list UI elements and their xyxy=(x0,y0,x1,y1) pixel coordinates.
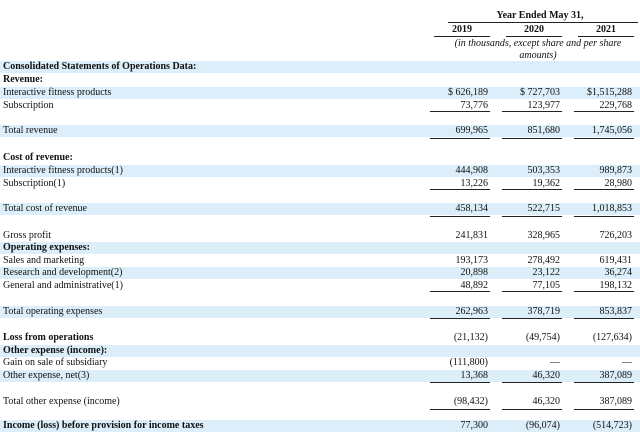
row-value-2020: 851,680 xyxy=(527,125,560,136)
row-label: Revenue: xyxy=(3,74,43,85)
row-label: Subscription(1) xyxy=(3,178,66,189)
row-value-2020: 328,965 xyxy=(527,230,560,241)
total-rule xyxy=(502,216,562,217)
year-rule-2019 xyxy=(434,36,490,37)
year-2019: 2019 xyxy=(452,24,472,35)
row-value-2019: (98,432) xyxy=(453,396,488,407)
row-value-2021: 387,089 xyxy=(599,370,632,381)
row-value-2021: (127,634) xyxy=(592,332,632,343)
table-row xyxy=(0,306,640,318)
row-value-2019: 13,368 xyxy=(460,370,488,381)
row-value-2019: 77,300 xyxy=(460,420,488,431)
row-value-2019: 48,892 xyxy=(460,280,488,291)
total-rule xyxy=(574,138,634,139)
row-value-2020: (96,074) xyxy=(525,420,560,431)
row-value-2020: — xyxy=(550,357,560,368)
row-value-2021: 229,768 xyxy=(599,100,632,111)
table-row xyxy=(0,87,640,99)
row-value-2020: (49,754) xyxy=(525,332,560,343)
row-value-2019: 241,831 xyxy=(455,230,488,241)
row-label: Research and development(2) xyxy=(3,267,123,278)
row-value-2021: (514,723) xyxy=(592,420,632,431)
row-value-2020: 46,320 xyxy=(532,370,560,381)
table-row xyxy=(0,242,640,254)
total-rule xyxy=(502,111,562,112)
row-value-2021: 28,980 xyxy=(604,178,632,189)
row-label: Total cost of revenue xyxy=(3,203,87,214)
row-value-2020: 23,122 xyxy=(532,267,560,278)
row-label: Interactive fitness products xyxy=(3,87,112,98)
row-label: Sales and marketing xyxy=(3,255,85,266)
year-rule-2021 xyxy=(578,36,634,37)
row-label: Consolidated Statements of Operations Data: xyxy=(3,61,197,72)
total-rule xyxy=(430,111,490,112)
row-label: Total revenue xyxy=(3,125,58,136)
table-row xyxy=(0,345,640,357)
row-value-2021: 853,837 xyxy=(599,306,632,317)
total-rule xyxy=(574,291,634,292)
table-row xyxy=(0,420,640,432)
row-value-2021: 36,274 xyxy=(604,267,632,278)
row-label: Other expense, net(3) xyxy=(3,370,90,381)
total-rule xyxy=(574,111,634,112)
period-heading: Year Ended May 31, xyxy=(496,10,584,21)
table-row xyxy=(0,357,640,369)
table-row xyxy=(0,230,640,242)
table-row xyxy=(0,396,640,408)
row-label: Gross profit xyxy=(3,230,52,241)
total-rule xyxy=(574,189,634,190)
row-label: Subscription xyxy=(3,100,54,111)
row-value-2020: 77,105 xyxy=(532,280,560,291)
row-label: Total operating expenses xyxy=(3,306,103,317)
row-value-2021: — xyxy=(622,357,632,368)
row-value-2019: (111,800) xyxy=(449,357,488,368)
total-rule xyxy=(430,318,490,319)
row-label: Total other expense (income) xyxy=(3,396,120,407)
table-row xyxy=(0,203,640,215)
total-rule xyxy=(502,382,562,383)
row-value-2021: $1,515,288 xyxy=(587,87,632,98)
row-value-2021: 989,873 xyxy=(599,165,632,176)
row-value-2021: 619,431 xyxy=(599,255,632,266)
row-value-2019: 20,898 xyxy=(460,267,488,278)
row-value-2019: 699,965 xyxy=(455,125,488,136)
year-rule-2020 xyxy=(506,36,562,37)
row-value-2019: 458,134 xyxy=(455,203,488,214)
table-row xyxy=(0,125,640,137)
row-label: Loss from operations xyxy=(3,332,94,343)
row-value-2019: 444,908 xyxy=(455,165,488,176)
row-value-2021: 1,018,853 xyxy=(592,203,632,214)
table-row xyxy=(0,370,640,382)
row-value-2019: 193,173 xyxy=(455,255,488,266)
total-rule xyxy=(430,382,490,383)
row-value-2019: $ 626,189 xyxy=(448,87,488,98)
row-value-2019: 73,776 xyxy=(460,100,488,111)
row-value-2020: 123,977 xyxy=(527,100,560,111)
table-row xyxy=(0,332,640,344)
total-rule xyxy=(502,318,562,319)
table-row xyxy=(0,74,640,86)
row-value-2020: 503,353 xyxy=(527,165,560,176)
row-label: Operating expenses: xyxy=(3,242,90,253)
row-value-2019: (21,132) xyxy=(453,332,488,343)
row-value-2021: 1,745,056 xyxy=(592,125,632,136)
row-value-2020: 46,320 xyxy=(532,396,560,407)
row-label: Cost of revenue: xyxy=(3,152,73,163)
year-2020: 2020 xyxy=(524,24,544,35)
row-label: Income (loss) before provision for income taxes xyxy=(3,420,204,431)
row-value-2021: 198,132 xyxy=(599,280,632,291)
table-row xyxy=(0,152,640,164)
row-value-2020: 378,719 xyxy=(527,306,560,317)
total-rule xyxy=(574,409,634,410)
table-row xyxy=(0,255,640,267)
row-value-2019: 13,226 xyxy=(460,178,488,189)
table-row xyxy=(0,267,640,279)
total-rule xyxy=(574,382,634,383)
total-rule xyxy=(430,409,490,410)
row-label: Interactive fitness products(1) xyxy=(3,165,123,176)
row-value-2021: 726,203 xyxy=(599,230,632,241)
row-label: Gain on sale of subsidiary xyxy=(3,357,108,368)
row-value-2019: 262,963 xyxy=(455,306,488,317)
total-rule xyxy=(502,189,562,190)
total-rule xyxy=(502,291,562,292)
total-rule xyxy=(574,216,634,217)
row-label: General and administrative(1) xyxy=(3,280,123,291)
row-value-2020: 522,715 xyxy=(527,203,560,214)
total-rule xyxy=(574,318,634,319)
row-value-2020: $ 727,703 xyxy=(520,87,560,98)
table-row xyxy=(0,61,640,73)
row-label: Other expense (income): xyxy=(3,345,108,356)
period-rule xyxy=(448,22,638,23)
total-rule xyxy=(430,291,490,292)
total-rule xyxy=(430,189,490,190)
row-value-2020: 278,492 xyxy=(527,255,560,266)
table-row xyxy=(0,165,640,177)
row-value-2021: 387,089 xyxy=(599,396,632,407)
total-rule xyxy=(430,216,490,217)
units-note: (in thousands, except share and per share amounts) xyxy=(454,38,622,61)
row-value-2020: 19,362 xyxy=(532,178,560,189)
year-2021: 2021 xyxy=(596,24,616,35)
total-rule xyxy=(502,409,562,410)
total-rule xyxy=(502,138,562,139)
total-rule xyxy=(430,138,490,139)
